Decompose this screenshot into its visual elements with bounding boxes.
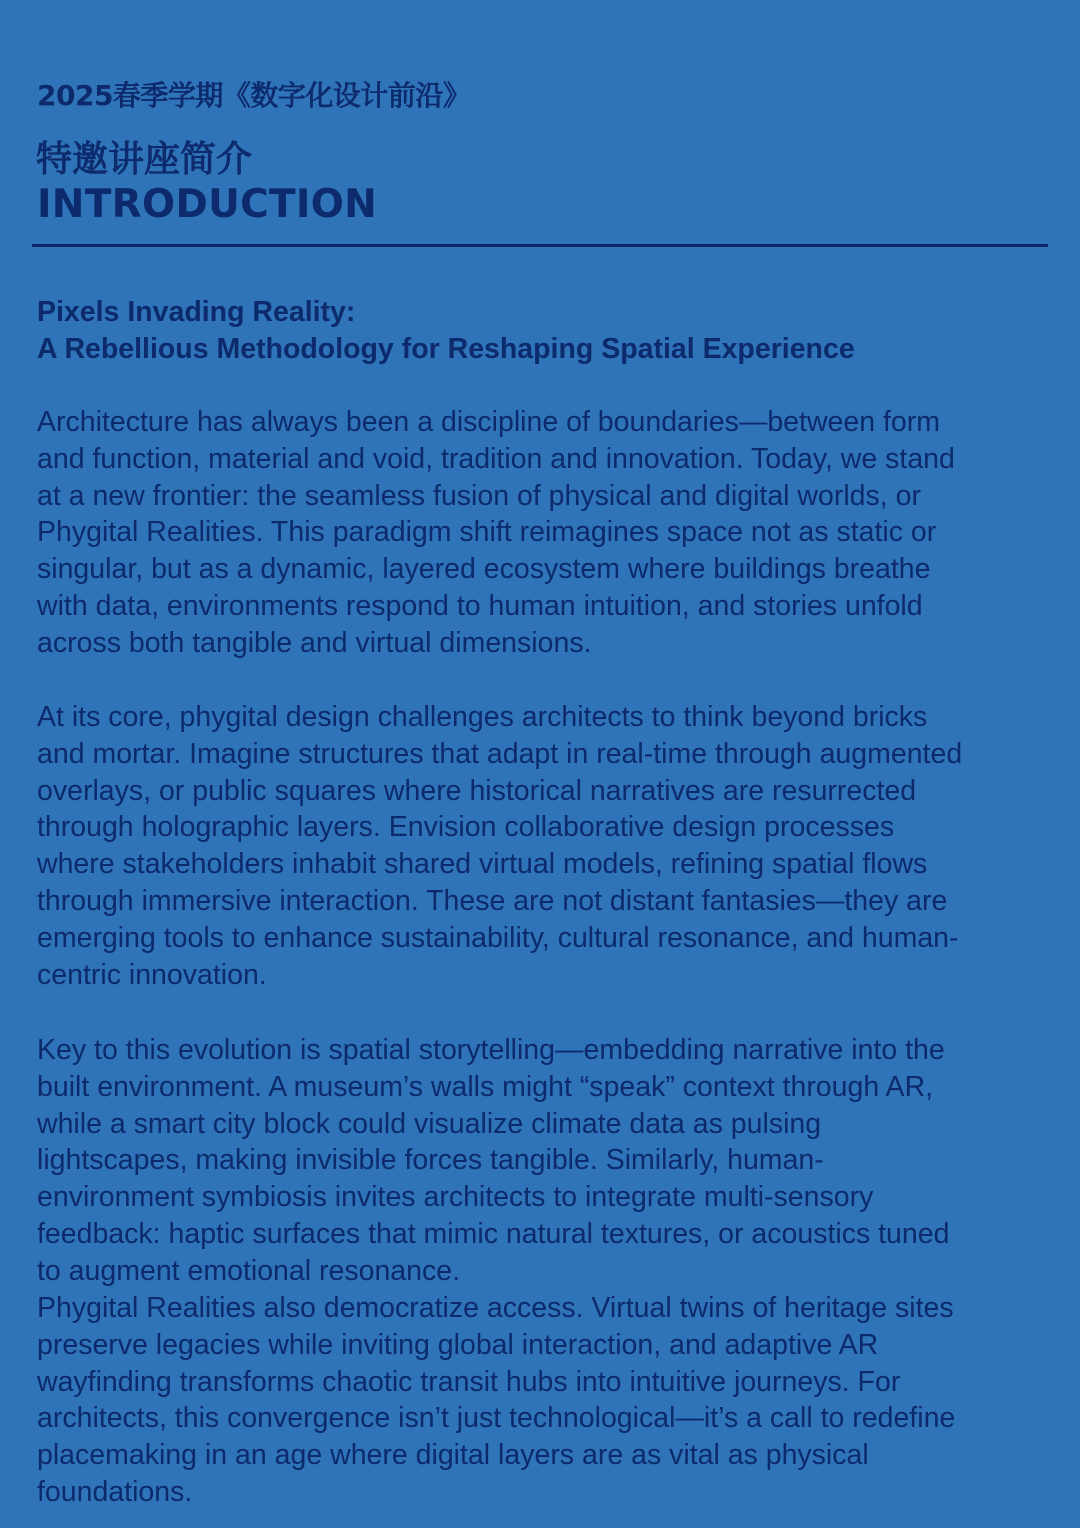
lecture-title-line-2: A Rebellious Methodology for Reshaping Spatial Experience bbox=[37, 333, 855, 365]
paragraph-line: singular, but as a dynamic, layered ecosystem where buildings breathe bbox=[37, 553, 931, 586]
paragraph-line: foundations. bbox=[37, 1475, 193, 1508]
paragraph-line: lightscapes, making invisible forces tangible. Similarly, human- bbox=[37, 1144, 824, 1177]
paragraph-line: placemaking in an age where digital layers are as vital as physical bbox=[37, 1439, 869, 1472]
course-title: 2025春季学期《数字化设计前沿》 bbox=[37, 79, 471, 112]
paragraph-line: Phygital Realities also democratize access. Virtual twins of heritage sites bbox=[37, 1292, 954, 1324]
paragraph-line: overlays, or public squares where historical narratives are resurrected bbox=[37, 774, 917, 807]
paragraph-line: through immersive interaction. These are not distant fantasies—they are bbox=[37, 884, 948, 917]
paragraph-line: while a smart city block could visualize climate data as pulsing bbox=[37, 1107, 822, 1140]
paragraph-line: architects, this convergence isn’t just technological—it’s a call to redefine bbox=[37, 1402, 956, 1435]
paragraph-line: wayfinding transforms chaotic transit hubs into intuitive journeys. For bbox=[37, 1365, 901, 1398]
lecture-title bbox=[37, 294, 855, 368]
section-title-chinese: 特邀讲座简介 bbox=[36, 139, 253, 180]
paragraph-line: and mortar. Imagine structures that adapt in real-time through augmented bbox=[37, 737, 963, 770]
lecture-title-line-1: Pixels Invading Reality: bbox=[37, 296, 356, 328]
paragraph-line: Key to this evolution is spatial storytelling—embedding narrative into the bbox=[37, 1034, 945, 1066]
paragraph-line: Phygital Realities. This paradigm shift reimagines space not as static or bbox=[37, 516, 937, 549]
paragraph-line: environment symbiosis invites architects to integrate multi-sensory bbox=[37, 1181, 874, 1214]
paragraph-line: At its core, phygital design challenges architects to think beyond bricks bbox=[37, 701, 928, 733]
paragraph-line: centric innovation. bbox=[37, 958, 267, 991]
paragraph-line: where stakeholders inhabit shared virtual models, refining spatial flows bbox=[37, 848, 928, 881]
paragraph-3 bbox=[37, 1032, 1057, 1290]
paragraph-line: feedback: haptic surfaces that mimic natural textures, or acoustics tuned bbox=[37, 1217, 950, 1250]
paragraph-line: across both tangible and virtual dimensions. bbox=[37, 626, 592, 659]
paragraph-line: through holographic layers. Envision collaborative design processes bbox=[37, 811, 895, 844]
paragraph-line: and function, material and void, tradition and innovation. Today, we stand bbox=[37, 442, 955, 475]
paragraph-2 bbox=[37, 699, 1057, 993]
paragraph-line: to augment emotional resonance. bbox=[37, 1254, 461, 1287]
section-title-english: INTRODUCTION bbox=[37, 182, 378, 227]
paragraph-line: Architecture has always been a discipline of boundaries—between form bbox=[37, 406, 940, 438]
paragraph-1 bbox=[37, 404, 1057, 662]
paragraph-line: built environment. A museum’s walls might “speak” context through AR, bbox=[37, 1070, 934, 1103]
paragraph-line: preserve legacies while inviting global interaction, and adaptive AR bbox=[37, 1328, 879, 1361]
paragraph-4 bbox=[37, 1290, 1057, 1511]
paragraph-line: at a new frontier: the seamless fusion of physical and digital worlds, or bbox=[37, 479, 921, 512]
header-divider bbox=[32, 244, 1048, 247]
paragraph-line: emerging tools to enhance sustainability, cultural resonance, and human- bbox=[37, 921, 959, 954]
paragraph-line: with data, environments respond to human intuition, and stories unfold bbox=[37, 589, 923, 622]
